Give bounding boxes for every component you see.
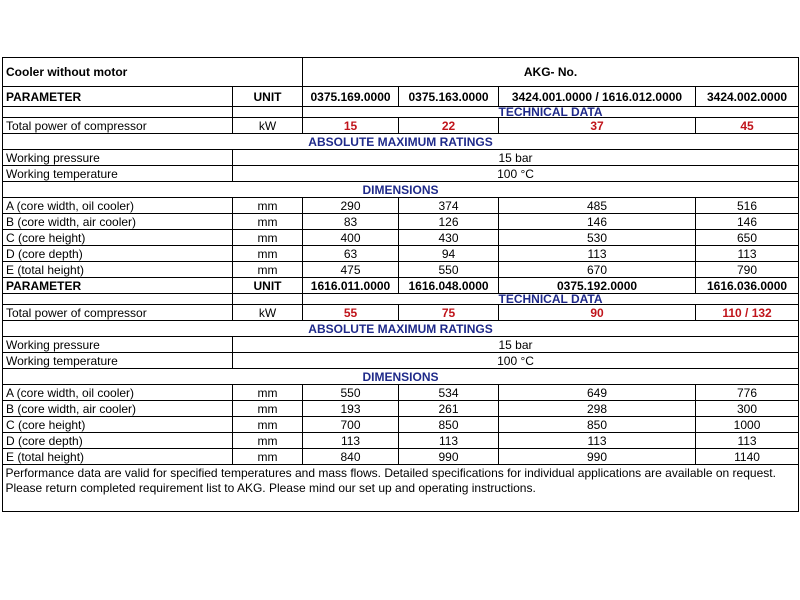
dim-value: 146	[499, 214, 696, 230]
dim-value: 650	[696, 230, 799, 246]
dim-value: 146	[696, 214, 799, 230]
dim-value: 94	[399, 246, 499, 262]
dim-value: 113	[399, 433, 499, 449]
model-number: 0375.192.0000	[499, 278, 696, 294]
dim-value: 113	[696, 246, 799, 262]
row-label: E (total height)	[3, 449, 233, 465]
dim-value: 516	[696, 198, 799, 214]
dim-value: 990	[499, 449, 696, 465]
table-row	[3, 246, 799, 262]
row-label: D (core depth)	[3, 246, 233, 262]
parameter-header: PARAMETER	[3, 87, 233, 107]
dim-value: 430	[399, 230, 499, 246]
dim-value: 300	[696, 401, 799, 417]
row-unit: mm	[233, 198, 303, 214]
table-row	[3, 198, 799, 214]
dim-value: 649	[499, 385, 696, 401]
row-unit: mm	[233, 449, 303, 465]
dim-value: 790	[696, 262, 799, 278]
table-row	[3, 262, 799, 278]
section-row	[3, 107, 799, 118]
footnote: Performance data are valid for specified temperatures and mass flows. Detailed specifications for individual applications are available on request. Please return completed requirement list to AKG. Please mind our set up and operating instructions.	[5, 465, 776, 495]
dim-value: 113	[499, 433, 696, 449]
model-number: 1616.036.0000	[696, 278, 799, 294]
dim-value: 670	[499, 262, 696, 278]
dim-value: 290	[303, 198, 399, 214]
spec-table	[2, 57, 799, 512]
row-unit: mm	[233, 417, 303, 433]
power-value: 15	[303, 118, 399, 134]
dim-value: 700	[303, 417, 399, 433]
row-label: A (core width, oil cooler)	[3, 385, 233, 401]
row-label: Working temperature	[3, 353, 233, 369]
power-value: 110 / 132	[696, 305, 799, 321]
table-row	[3, 385, 799, 401]
dim-value: 850	[499, 417, 696, 433]
table-row	[3, 353, 799, 369]
table-row	[3, 214, 799, 230]
dim-value: 63	[303, 246, 399, 262]
temperature-value: 100 °C	[233, 353, 799, 369]
spacer-cell	[233, 294, 303, 305]
model-number: 0375.163.0000	[399, 87, 499, 107]
row-unit: mm	[233, 401, 303, 417]
dim-value: 83	[303, 214, 399, 230]
row-unit: mm	[233, 262, 303, 278]
table-row	[3, 150, 799, 166]
model-number: 0375.169.0000	[303, 87, 399, 107]
section-ratings: ABSOLUTE MAXIMUM RATINGS	[3, 134, 799, 150]
dim-value: 298	[499, 401, 696, 417]
dim-value: 534	[399, 385, 499, 401]
power-value: 55	[303, 305, 399, 321]
section-technical-data: TECHNICAL DATA	[303, 107, 799, 118]
title-row	[3, 58, 799, 87]
section-row	[3, 369, 799, 385]
model-header-row	[3, 278, 799, 294]
row-unit: mm	[233, 246, 303, 262]
unit-header: UNIT	[233, 87, 303, 107]
section-row	[3, 182, 799, 198]
parameter-header: PARAMETER	[3, 278, 233, 294]
pressure-value: 15 bar	[233, 150, 799, 166]
dim-value: 113	[499, 246, 696, 262]
row-unit: mm	[233, 230, 303, 246]
section-row	[3, 134, 799, 150]
row-label: B (core width, air cooler)	[3, 401, 233, 417]
table-row	[3, 337, 799, 353]
row-unit: kW	[233, 305, 303, 321]
section-ratings: ABSOLUTE MAXIMUM RATINGS	[3, 321, 799, 337]
dim-value: 374	[399, 198, 499, 214]
section-dimensions: DIMENSIONS	[3, 369, 799, 385]
dim-value: 485	[499, 198, 696, 214]
power-value: 90	[499, 305, 696, 321]
dim-value: 193	[303, 401, 399, 417]
temperature-value: 100 °C	[233, 166, 799, 182]
section-row	[3, 294, 799, 305]
table-row	[3, 118, 799, 134]
dim-value: 550	[303, 385, 399, 401]
section-row	[3, 321, 799, 337]
table-row	[3, 449, 799, 465]
model-number: 1616.011.0000	[303, 278, 399, 294]
row-label: D (core depth)	[3, 433, 233, 449]
row-label: E (total height)	[3, 262, 233, 278]
spacer-cell	[3, 294, 233, 305]
table-row	[3, 230, 799, 246]
pressure-value: 15 bar	[233, 337, 799, 353]
dim-value: 1000	[696, 417, 799, 433]
spacer-cell	[233, 107, 303, 118]
dim-value: 530	[499, 230, 696, 246]
akg-no-header: AKG- No.	[303, 58, 799, 87]
spacer-cell	[3, 107, 233, 118]
table-title: Cooler without motor	[3, 58, 303, 87]
section-technical-data: TECHNICAL DATA	[303, 294, 799, 305]
dim-value: 990	[399, 449, 499, 465]
dim-value: 261	[399, 401, 499, 417]
row-label: C (core height)	[3, 417, 233, 433]
row-label: C (core height)	[3, 230, 233, 246]
row-label: Total power of compressor	[3, 118, 233, 134]
row-label: Working pressure	[3, 150, 233, 166]
dim-value: 776	[696, 385, 799, 401]
row-label: Working temperature	[3, 166, 233, 182]
table-row	[3, 166, 799, 182]
model-number: 3424.001.0000 / 1616.012.0000	[499, 87, 696, 107]
dim-value: 400	[303, 230, 399, 246]
power-value: 22	[399, 118, 499, 134]
dim-value: 840	[303, 449, 399, 465]
row-label: B (core width, air cooler)	[3, 214, 233, 230]
dim-value: 113	[696, 433, 799, 449]
row-unit: mm	[233, 214, 303, 230]
model-header-row	[3, 87, 799, 107]
dim-value: 850	[399, 417, 499, 433]
power-value: 75	[399, 305, 499, 321]
unit-header: UNIT	[233, 278, 303, 294]
power-value: 37	[499, 118, 696, 134]
table-row	[3, 401, 799, 417]
model-number: 3424.002.0000	[696, 87, 799, 107]
row-unit: mm	[233, 385, 303, 401]
table-row	[3, 417, 799, 433]
dim-value: 113	[303, 433, 399, 449]
row-label: Working pressure	[3, 337, 233, 353]
power-value: 45	[696, 118, 799, 134]
dim-value: 475	[303, 262, 399, 278]
row-unit: kW	[233, 118, 303, 134]
section-dimensions: DIMENSIONS	[3, 182, 799, 198]
row-label: Total power of compressor	[3, 305, 233, 321]
dim-value: 550	[399, 262, 499, 278]
table-row	[3, 305, 799, 321]
dim-value: 1140	[696, 449, 799, 465]
model-number: 1616.048.0000	[399, 278, 499, 294]
row-label: A (core width, oil cooler)	[3, 198, 233, 214]
dim-value: 126	[399, 214, 499, 230]
row-unit: mm	[233, 433, 303, 449]
table-row	[3, 433, 799, 449]
